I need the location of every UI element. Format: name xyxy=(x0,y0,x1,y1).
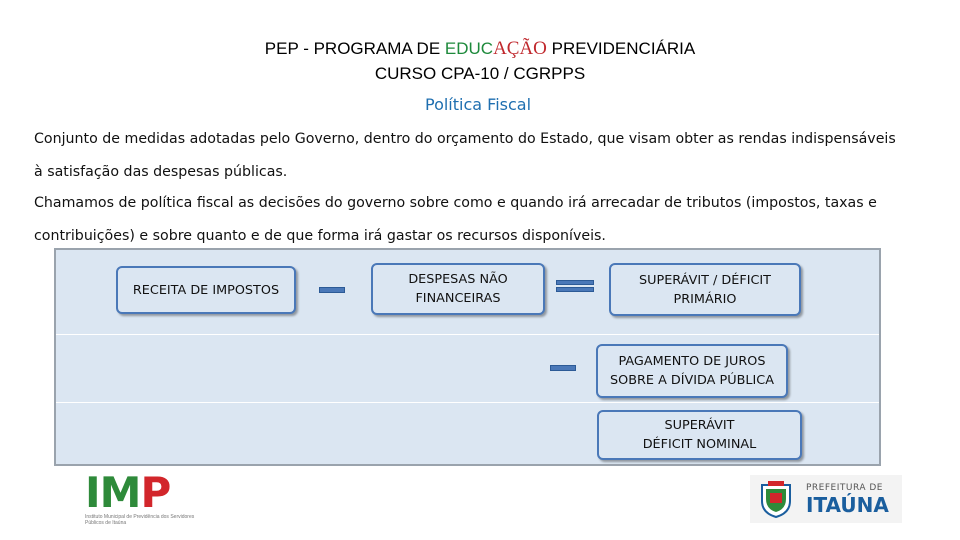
minus-sign-icon xyxy=(319,287,345,293)
section-subtitle: Política Fiscal xyxy=(424,95,532,114)
paragraph-2-line-2: contribuições) e sobre quanto e de que forma irá gastar os recursos disponíveis. xyxy=(34,228,606,244)
paragraph-2-line-1: Chamamos de política fiscal as decisões do governo sobre como e quando irá arrecadar de tributos (impostos, taxas e xyxy=(34,195,877,211)
imp-logo-letter: M xyxy=(99,468,141,517)
itauna-name: ITAÚNA xyxy=(806,493,889,517)
itauna-prefix: PREFEITURA DE xyxy=(806,483,883,493)
title-text-educ: EDUC xyxy=(444,39,494,58)
imp-logo-letter: P xyxy=(140,468,171,517)
paragraph-1-line-1: Conjunto de medidas adotadas pelo Governo, dentro do orçamento do Estado, que visam obter as rendas indispensáveis xyxy=(34,131,896,147)
imp-logo xyxy=(85,468,195,528)
prefeitura-itauna-logo xyxy=(750,475,902,523)
page-title-line2: CURSO CPA-10 / CGRPPS xyxy=(374,64,586,83)
pagamento-juros-box: PAGAMENTO DE JUROS SOBRE A DÍVIDA PÚBLICA xyxy=(596,344,788,398)
superavit-deficit-nominal-box: SUPERÁVIT DÉFICIT NOMINAL xyxy=(597,410,802,460)
equals-sign-icon xyxy=(556,280,594,292)
panel-divider xyxy=(56,334,879,335)
despesas-nao-financeiras-box: DESPESAS NÃO FINANCEIRAS xyxy=(371,263,545,315)
imp-logo-letter: I xyxy=(85,468,100,517)
paragraph-1-line-2: à satisfação das despesas públicas. xyxy=(34,164,288,180)
imp-logo-subtitle: Instituto Municipal de Previdência dos Servidores Públicos de Itaúna xyxy=(85,514,195,526)
city-seal-icon xyxy=(756,479,796,519)
page-title xyxy=(0,38,960,60)
title-text-4: PREVIDENCIÁRIA xyxy=(546,39,696,58)
panel-divider xyxy=(56,402,879,403)
superavit-deficit-primario-box: SUPERÁVIT / DÉFICIT PRIMÁRIO xyxy=(609,263,801,316)
title-text-1: PEP - PROGRAMA DE xyxy=(264,39,445,58)
title-text-acao: AÇÃO xyxy=(493,38,547,59)
minus-sign-icon xyxy=(550,365,576,371)
receita-impostos-box: RECEITA DE IMPOSTOS xyxy=(116,266,296,314)
